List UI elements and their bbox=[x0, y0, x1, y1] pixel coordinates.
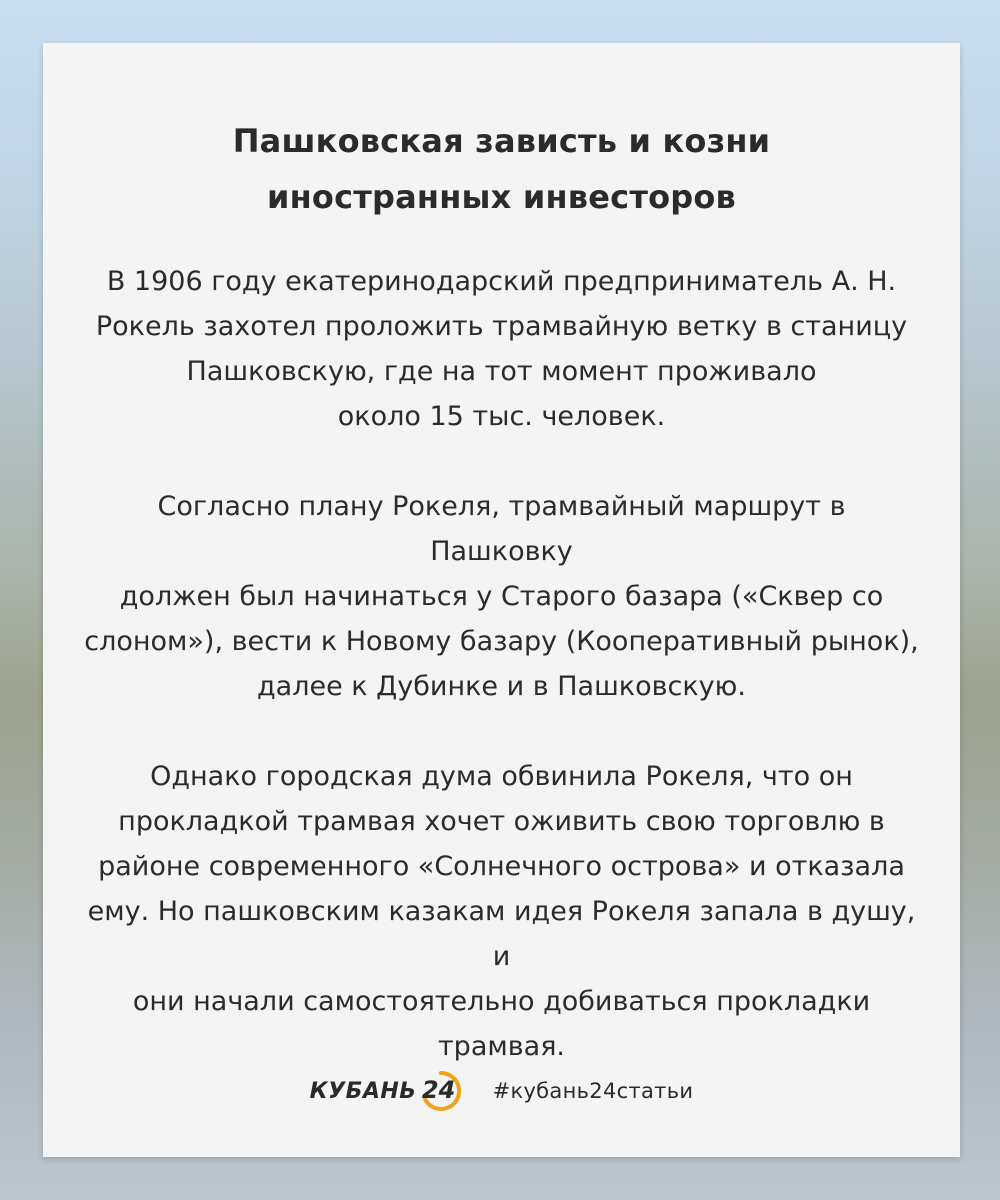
kuban24-logo bbox=[310, 1069, 463, 1113]
article-body bbox=[83, 259, 920, 1069]
paragraph-3: Однако городская дума обвинила Рокеля, что он прокладкой трамвая хочет оживить свою торговлю в районе современного «Солнечного острова» и отказала ему. Но пашковским казакам идея Рокеля запала в душу, и они начали самостоятельно добиваться прокладки трамвая. bbox=[87, 761, 916, 1062]
paragraph-2: Согласно плану Рокеля, трамвайный маршрут в Пашковку должен был начинаться у Старого базара («Сквер со слоном»), вести к Новому базару (Кооперативный рынок), далее к Дубинке и в Пашковскую. bbox=[84, 491, 919, 702]
logo-word: КУБАНЬ bbox=[309, 1078, 417, 1104]
article-title: Пашковская зависть и козни иностранных инвесторов bbox=[232, 122, 771, 216]
logo-number: 24 bbox=[421, 1076, 456, 1104]
article-card bbox=[43, 43, 960, 1157]
paragraph-1: В 1906 году екатеринодарский предприниматель А. Н. Рокель захотел проложить трамвайную ветку в станицу Пашковскую, где на тот момент проживало около 15 тыс. человек. bbox=[95, 266, 908, 432]
logo-badge bbox=[419, 1069, 463, 1113]
hashtag-link[interactable]: #кубань24статьи bbox=[492, 1079, 694, 1103]
footer bbox=[43, 1063, 960, 1119]
